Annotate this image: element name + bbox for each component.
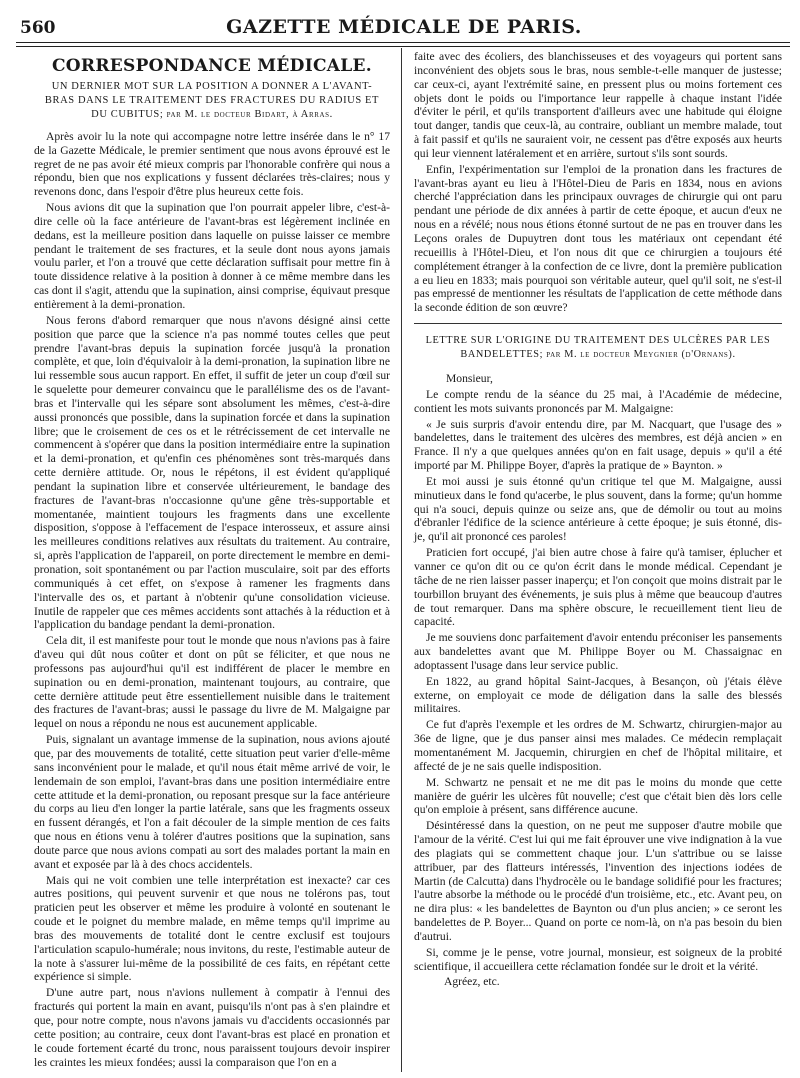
- right-column: [414, 50, 782, 991]
- paragraph: Après avoir lu la note qui accompagne notre lettre insérée dans le n° 17 de la Gazette Médicale, le premier sentiment que nous avons éprouvé est le regret de ne pas avoir été mieux compris par l'honorable confrère qui nous a répondu, bien que nos explications y fussent déclarées très-claires; nous y revenons donc, dans l'espoir d'être plus heureux cette fois.: [34, 129, 390, 199]
- greeting: Monsieur,: [446, 372, 493, 386]
- paragraph: Puis, signalant un avantage immense de la supination, nous avions ajouté que, par des mouvements de totalité, cette situation peut varier d'elle-même sans inconvénient pour le malade, et qu'il nous était même arrivé de voir, le lendemain de son emploi, l'avant-bras dans une position intermédiaire entre cette attitude et la demi-pronation, ou reposant presque sur la face antérieure du corps au lieu d'en longer la partie latérale, sans que les fragments osseux en fussent dérangés, et l'on a fait découler de la simple mention de ces faits que nous en étions venu à tolérer d'autres positions que la supination, sans doute parce que nous avions compati au sort des malades portant la main en avant et exposée par là à des chocs accidentels.: [34, 733, 390, 871]
- paragraph: Désintéressé dans la question, on ne peut me supposer d'autre mobile que l'amour de la vérité. C'est lui qui me fait éprouver une vive indignation à la vue des plagiats qui se commettent chaque jour. L'un s'attribue ou se laisse attribuer, par des flatteurs intéressés, l'invention des injections iodées de Martin (de Calcutta) dans l'hydrocèle ou le bandage solidifié pour les fractures; l'autre absorbe la méthode ou le procédé d'un troisième, etc., etc. Avant peu, on ne dira plus: « les bandelettes de Baynton ou d'un plus ancien; » ce seront les bandelettes de P. Boyer... Quand on porte ce nom-là, on n'a pas besoin du bien d'autrui.: [414, 819, 782, 943]
- paragraph: Le compte rendu de la séance du 25 mai, à l'Académie de médecine, contient les mots suivants prononcés par M. Malgaigne:: [414, 387, 782, 415]
- paragraph: D'une autre part, nous n'avions nullement à compatir à l'ennui des fracturés qui portent la main en avant, puisqu'ils n'ont pas à s'en plaindre et que, pour notre compte, nous n'avons jamais vu d'accidents occasionnés par cette position; au contraire, ceux dont l'avant-bras est placé en pronation et le coude fortement écarté du tronc, nous paraissent toujours devoir inspirer les craintes les mieux fondées; aussi la comparaison que l'on en a: [34, 986, 390, 1069]
- paragraph: Ce fut d'après l'exemple et les ordres de M. Schwartz, chirurgien-major au 36e de ligne, que je dus panser ainsi mes malades. Ce médecin remplaçait momentanément M. Jacquemin, chirurgien en chef de l'hôpital militaire, et affecté de je ne sais quelle indisposition.: [414, 718, 782, 773]
- paragraph: Mais qui ne voit combien une telle interprétation est inexacte? car ces autres positions, qui peuvent survenir et que nous ne tolérons pas, tout praticien peut les observer et même les produire à volonté en soutenant le coude et le poignet du membre malade, en même temps qu'il imprime au bras des mouvements de totalité dont le centre exclusif est toujours l'articulation scapulo-humérale; nous invitons, du reste, l'estimable auteur de la note à s'assurer lui-même de la possibilité de ces faits, en répétant cette expérience si simple.: [34, 873, 390, 984]
- article-divider: [414, 323, 782, 324]
- quotation: « Je suis surpris d'avoir entendu dire, par M. Nacquart, que l'usage des » bandelettes, dans le traitement des ulcères des membres, est déjà ancien » en France. Il n'y a que quelques années qu'on en fait usage, depuis » qu'il a été importé par M. Philippe Boyer, d'après la pratique de » Baynton. »: [414, 417, 782, 473]
- paragraph: Nous avions dit que la supination que l'on pourrait appeler libre, c'est-à-dire celle où la face antérieure de l'avant-bras est légèrement inclinée en dedans, est la meilleure position dans laquelle on puisse laisser ce membre pendant le traitement de ses fractures, et la seule dont nous ayons jamais voulu parler, et l'on a trouvé que cette déclaration suffisait pour mettre fin à toute dissidence relative à la position à donner à ce même membre dans les cas dont il s'agit, attendu que la supination, ainsi comprise, équivaut presque entièrement à la demi-pronation.: [34, 201, 390, 311]
- page-number: 560: [20, 18, 56, 38]
- paragraph: En 1822, au grand hôpital Saint-Jacques, à Besançon, où j'étais élève externe, on employait ce mode de déligation dans la salle des blessés militaires.: [414, 674, 782, 716]
- article-heading: UN DERNIER MOT SUR LA POSITION A DONNER A L'AVANT-BRAS DANS LE TRAITEMENT DES FRACTURES DU RADIUS ET DU CUBITUS; par M. le docteur Bidart, à Arras.: [44, 80, 380, 120]
- paragraph: M. Schwartz ne pensait et ne me dit pas le moins du monde que cette manière de guérir les ulcères fût nouvelle; c'est que c'était bien dès lors celle qu'on emploie à présent, sans différence aucune.: [414, 775, 782, 817]
- header-rule: [16, 42, 790, 43]
- section-title: CORRESPONDANCE MÉDICALE.: [51, 56, 373, 76]
- column-divider: [401, 48, 402, 1072]
- page-header: [20, 16, 788, 42]
- paragraph: Cela dit, il est manifeste pour tout le monde que nous n'avions pas à faire d'aveu qui dût nous coûter et dont on pût se féliciter, et que nous ne professons pas aujourd'hui qu'il est indifférent de placer le membre en supination ou en demi-pronation, maintenant toujours, au contraire, que cette dernière attitude peut être essentiellement nuisible dans le traitement des fractures de l'avant-bras; aussi le passage du livre de M. Malgaigne par lequel on nous a répondu ne nous est aucunement applicable.: [34, 634, 390, 731]
- paragraph: faite avec des écoliers, des blanchisseuses et des voyageurs qui portent sans inconvénient des objets sous le bras, nous semble-t-elle manquer de justesse; car ceux-ci, ayant l'extrémité saine, en pressent plus ou moins fortement ces objets dont le poids ou l'importance leur rappelle à chaque instant l'idée d'éviter le péril, et qu'ils transportent d'ailleurs avec une habitude qui éloigne tout danger, tandis que ceux-là, au contraire, oubliant un membre malade, tout à fait passif et qu'ils ne sauraient voir, ne cessent pas d'être exposés aux heurts qui leur viennent latéralement et en arrière, surtout s'ils sont sourds.: [414, 50, 782, 160]
- paragraph: Je me souviens donc parfaitement d'avoir entendu préconiser les pansements aux bandelettes avant que M. Philippe Boyer ou M. Chassaignac en adoptassent l'usage dans leur service public.: [414, 631, 782, 672]
- article-heading: LETTRE SUR L'ORIGINE DU TRAITEMENT DES ULCÈRES PAR LES BANDELETTES; par M. le docteur Meygnier (d'Ornans).: [425, 335, 771, 361]
- paragraph: Et moi aussi je suis étonné qu'un critique tel que M. Malgaigne, aussi minutieux dans le fond qu'acerbe, le plus souvent, dans la forme; qu'un homme qui n'a souci, depuis quinze ou seize ans, que de démolir ou tout au moins d'ébranler l'édifice de la science antérieure à cette époque; je suis étonné, dis-je, qu'il ait prononcé ces paroles!: [414, 474, 782, 544]
- signoff: Agréez, etc.: [444, 975, 500, 989]
- paragraph: Praticien fort occupé, j'ai bien autre chose à faire qu'à tamiser, éplucher et vanner ce qu'on dit ou ce qu'on écrit dans le monde médical. Cependant je tâche de ne rien laisser passer inaperçu; et l'on conçoit que moins distrait par le tourbillon bruyant des événements, je suis plus à même que beaucoup d'autres de tout remarquer. Dans ma sphère obscure, le recueillement tient lieu de capacité.: [414, 546, 782, 629]
- journal-title: GAZETTE MÉDICALE DE PARIS.: [226, 16, 582, 38]
- header-rule-thin: [16, 46, 790, 47]
- paragraph: Nous ferons d'abord remarquer que nous n'avons désigné ainsi cette position que parce que la science n'a pas nommé toutes celles que peut prendre l'avant-bras depuis la supination forcée jusqu'à la pronation complète, et que, loin d'équivaloir à la demi-pronation, la supination libre ne lui ressemble sous aucun rapport. En effet, il suffit de jeter un coup d'œil sur le squelette pour demeurer convaincu que le parallélisme des os de l'avant-bras et l'intervalle qui les sépare sont absolument les mêmes, c'est-à-dire aussi prononcés que possible, dans la supination forcée et dans la supination libre; que le croisement de ces os et le rétrécissement de cet intervalle ne commencent à s'opérer que dans la position intermédiaire entre la supination et la demi-pronation, et qu'enfin ces phénomènes sont très-marqués dans cette dernière attitude. Or, nous le répétons, il est évident qu'appliqué pendant la supination libre et conservée ultérieurement, le bandage des fractures de l'avant-bras n'occasionne qu'une gêne très-supportable et momentanée, maintient toujours les fragments dans une excellente disposition, s'oppose à l'effacement de l'espace interosseux, et assure ainsi les meilleures conditions relatives aux résultats du traitement. Au contraire, si, après l'application de l'appareil, on porte directement le membre en demi-pronation, soit spontanément ou par l'action musculaire, soit par des efforts communiqués à cet effet, on s'expose à ramener les fragments dans l'intervalle des os, et partant à n'obtenir qu'une consolidation vicieuse. Inutile de rappeler que ces mêmes accidents sont attachés à la réduction et à l'application du bandage pendant la demi-pronation.: [34, 313, 390, 632]
- left-column: [34, 52, 390, 1071]
- paragraph: Si, comme je le pense, votre journal, monsieur, est soigneux de la probité scientifique, il accueillera cette réclamation fondée sur le droit et la vérité.: [414, 945, 782, 973]
- paragraph: Enfin, l'expérimentation sur l'emploi de la pronation dans les fractures de l'avant-bras ayant eu lieu à l'Hôtel-Dieu de Paris en 1834, nous en avions cherché l'appréciation dans les principaux ouvrages de chirurgie qui ont paru pendant une période de dix années à partir de cette époque, et aucun d'eux ne nous en a révélé; nous nous étions étonné surtout de ne pas en trouver dans les Leçons orales de Dupuytren dont tous les matériaux ont cependant été recueillis à l'Hôtel-Dieu, et l'on nous dit que ce chirurgien a toujours été complétement étranger à la confection de ce livre, dont la première publication a eu lieu en 1833; mais pourquoi son véritable auteur, quel qu'il soit, ne s'est-il pas empressé de mentionner les résultats de l'application de cette méthode dans la seconde édition de son œuvre?: [414, 162, 782, 315]
